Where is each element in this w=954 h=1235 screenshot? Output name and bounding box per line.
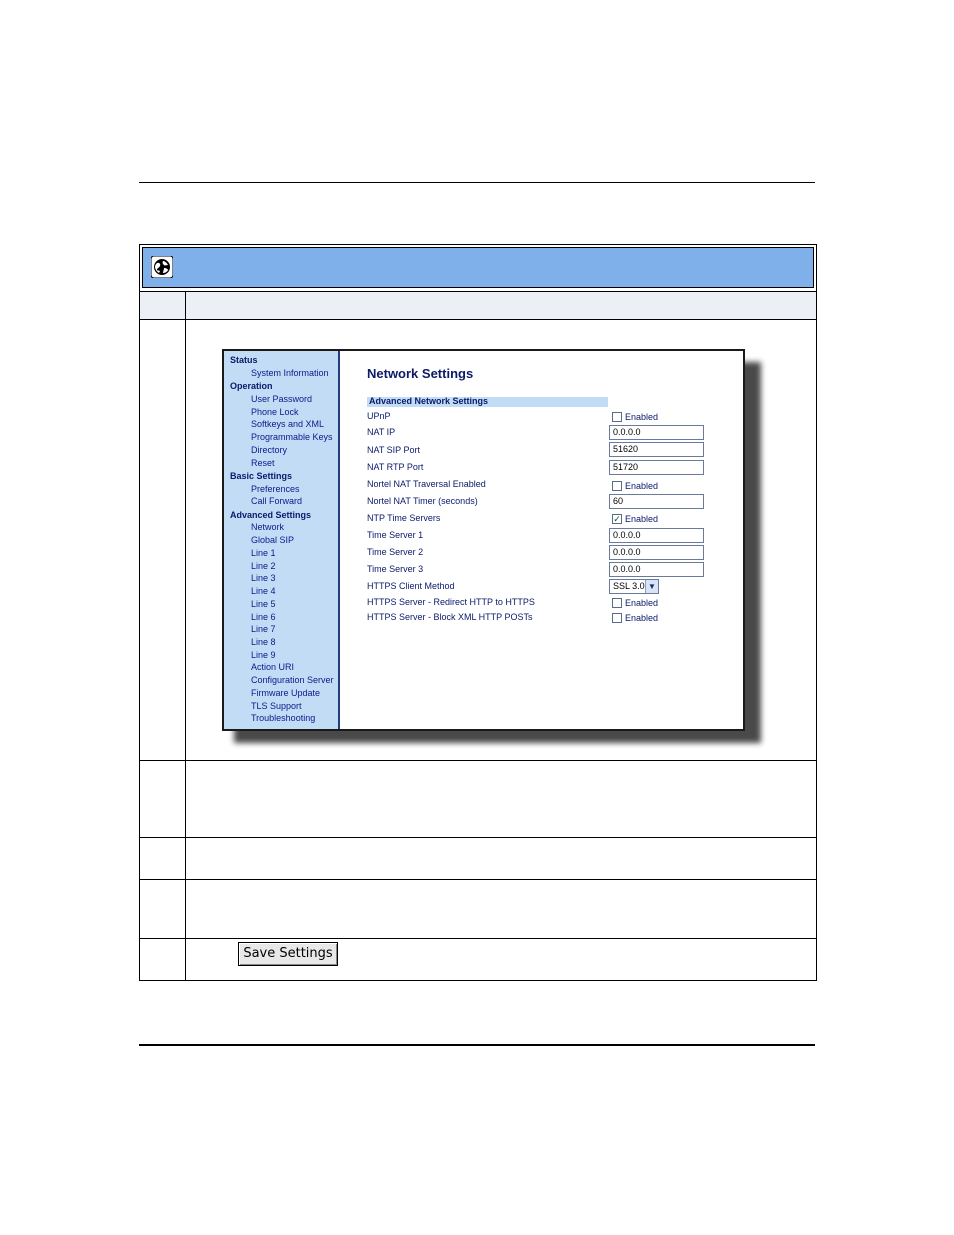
ntp-time-servers-label: NTP Time Servers [367,513,441,523]
nortel-nat-traversal-enabled-label: Enabled [625,481,659,491]
sidebar-item-directory[interactable]: Directory [251,445,288,455]
sidebar-item-line-6[interactable]: Line 6 [251,612,276,622]
sidebar-item-reset[interactable]: Reset [251,458,275,468]
sidebar-item-line-8[interactable]: Line 8 [251,637,276,647]
sidebar-section-operation[interactable]: Operation [230,381,273,391]
https-redirect-checkbox[interactable] [612,598,622,608]
sidebar-item-user-password[interactable]: User Password [251,394,313,404]
sidebar-item-line-9[interactable]: Line 9 [251,650,276,660]
sidebar-section-advanced-settings[interactable]: Advanced Settings [230,510,312,520]
sidebar-item-line-2[interactable]: Line 2 [251,561,276,571]
nortel-nat-traversal-label: Nortel NAT Traversal Enabled [367,479,486,489]
sidebar-item-system-information[interactable]: System Information [251,368,329,378]
ntp-time-servers-enabled-label: Enabled [625,514,659,524]
row-divider [140,879,816,880]
sidebar-item-softkeys-xml[interactable]: Softkeys and XML [251,419,325,429]
bottom-rule [139,1044,815,1046]
sidebar-item-troubleshooting[interactable]: Troubleshooting [251,713,316,723]
time-server-3-input[interactable]: 0.0.0.0 [609,562,704,577]
web-ui-screenshot [222,349,745,731]
upnp-enabled-label: Enabled [625,412,659,422]
https-block-xml-enabled-label: Enabled [625,613,659,623]
sidebar-item-firmware-update[interactable]: Firmware Update [251,688,321,698]
nat-sip-port-input[interactable]: 51620 [609,442,704,457]
nortel-nat-timer-label: Nortel NAT Timer (seconds) [367,496,478,506]
sidebar-item-action-uri[interactable]: Action URI [251,662,295,672]
sidebar-item-line-7[interactable]: Line 7 [251,624,276,634]
globe-icon [151,256,173,278]
nat-sip-port-label: NAT SIP Port [367,445,421,455]
network-settings-panel [342,351,743,729]
https-block-xml-checkbox[interactable] [612,613,622,623]
sidebar-section-basic-settings[interactable]: Basic Settings [230,471,293,481]
nortel-nat-traversal-checkbox[interactable] [612,481,622,491]
https-client-method-label: HTTPS Client Method [367,581,455,591]
row-divider [140,319,816,320]
upnp-label: UPnP [367,411,391,421]
sidebar-item-line-1[interactable]: Line 1 [251,548,276,558]
sidebar-item-global-sip[interactable]: Global SIP [251,535,295,545]
https-redirect-enabled-label: Enabled [625,598,659,608]
sidebar-item-network[interactable]: Network [251,522,285,532]
aastra-web-ui-band [142,247,814,288]
ntp-time-servers-checkbox[interactable]: ✓ [613,514,621,524]
sidebar-item-line-4[interactable]: Line 4 [251,586,276,596]
row-divider [140,760,816,761]
upnp-checkbox[interactable] [612,412,622,422]
chevron-down-icon[interactable]: ▼ [645,580,658,593]
https-block-xml-label: HTTPS Server - Block XML HTTP POSTs [367,612,533,622]
sidebar-item-configuration-server[interactable]: Configuration Server [251,675,334,685]
nortel-nat-timer-input[interactable]: 60 [609,494,704,509]
https-redirect-label: HTTPS Server - Redirect HTTP to HTTPS [367,597,535,607]
https-client-method-select[interactable] [609,579,659,594]
nat-rtp-port-input[interactable]: 51720 [609,460,704,475]
top-rule [139,182,815,183]
section-title: Advanced Network Settings [369,396,489,406]
step-column-divider [185,291,186,980]
page-title: Network Settings [367,366,474,381]
sidebar-item-line-5[interactable]: Line 5 [251,599,276,609]
sidebar-item-tls-support[interactable]: TLS Support [251,701,302,711]
time-server-3-label: Time Server 3 [367,564,424,574]
time-server-2-input[interactable]: 0.0.0.0 [609,545,704,560]
save-settings-button[interactable]: Save Settings [238,942,338,966]
nat-rtp-port-label: NAT RTP Port [367,462,424,472]
table-header-row [140,291,816,319]
navigation-sidebar [224,351,340,729]
sidebar-item-line-3[interactable]: Line 3 [251,573,276,583]
row-divider [140,837,816,838]
sidebar-item-preferences[interactable]: Preferences [251,484,300,494]
nat-ip-label: NAT IP [367,427,396,437]
time-server-1-label: Time Server 1 [367,530,424,540]
sidebar-section-status[interactable]: Status [230,355,258,365]
sidebar-item-phone-lock[interactable]: Phone Lock [251,407,299,417]
row-divider [140,291,816,292]
https-client-method-value: SSL 3.0 [613,581,645,591]
time-server-2-label: Time Server 2 [367,547,424,557]
sidebar-item-programmable-keys[interactable]: Programmable Keys [251,432,333,442]
nat-ip-input[interactable]: 0.0.0.0 [609,425,704,440]
time-server-1-input[interactable]: 0.0.0.0 [609,528,704,543]
row-divider [140,938,816,939]
sidebar-item-call-forward[interactable]: Call Forward [251,496,303,506]
